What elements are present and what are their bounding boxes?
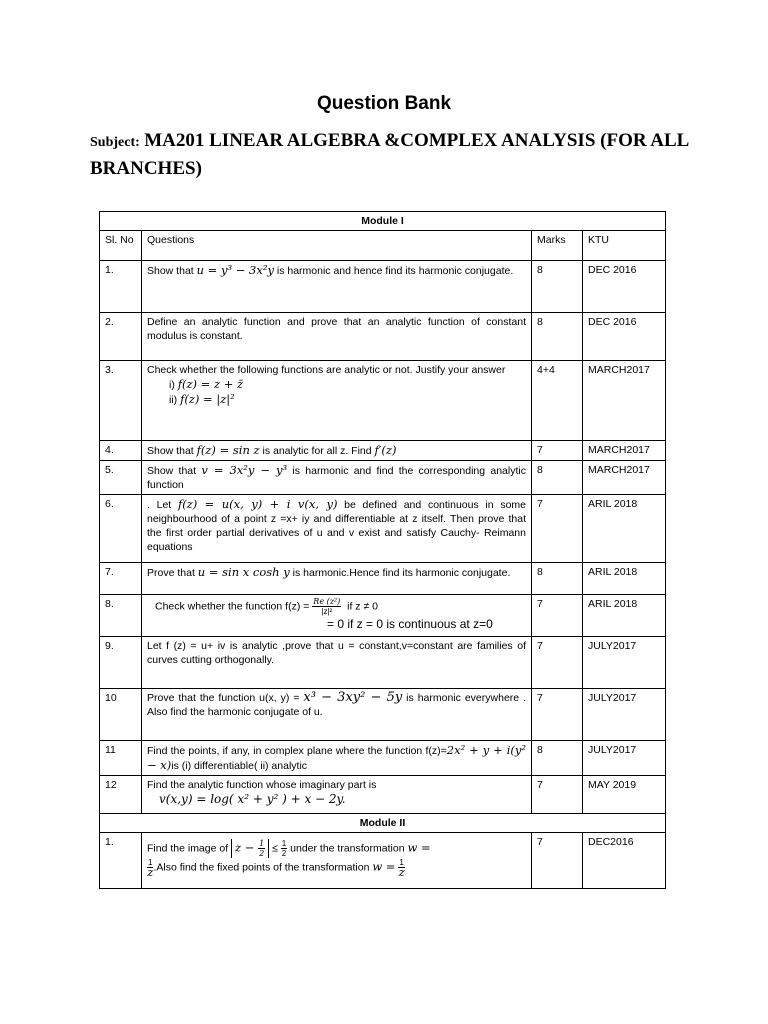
row-marks: 8 bbox=[532, 313, 583, 361]
row-sl: 11 bbox=[100, 741, 142, 776]
row-sl: 9. bbox=[100, 637, 142, 689]
row-ktu: ARIL 2018 bbox=[583, 495, 666, 563]
row-marks: 7 bbox=[532, 495, 583, 563]
subject-line bbox=[90, 128, 690, 183]
row-marks: 8 bbox=[532, 741, 583, 776]
question-text: Show that f(z) = sin z is analytic for all z. Find f′(z) bbox=[142, 441, 532, 461]
table-row bbox=[100, 313, 666, 361]
row-sl: 8. bbox=[100, 595, 142, 637]
row-sl: 10 bbox=[100, 689, 142, 741]
question-text: Check whether the function f(z) = $\frac{\text{Re (z²)}}{\text{|z|²}}$ if z ≠ 0 = 0 if z = 0 is continuous at z=0 bbox=[142, 595, 532, 637]
table-row bbox=[100, 441, 666, 461]
table-row bbox=[100, 637, 666, 689]
table-row bbox=[100, 461, 666, 495]
row-sl: 6. bbox=[100, 495, 142, 563]
question-text: Define an analytic function and prove that an analytic function of constant modulus is constant. bbox=[142, 313, 532, 361]
row-marks: 7 bbox=[532, 595, 583, 637]
row-marks: 8 bbox=[532, 261, 583, 313]
table-row bbox=[100, 689, 666, 741]
question-text: . Let f(z) = u(x, y) + i v(x, y) be defined and continuous in some neighbourhood of a point z =x+ iy and differentiable at z itself. Then prove that the first order partial derivatives of u and v exist and satisfy Cauchy- Reimann equations bbox=[142, 495, 532, 563]
header-marks: Marks bbox=[532, 231, 583, 261]
module-1-heading: Module I bbox=[100, 212, 666, 231]
table-row bbox=[100, 833, 666, 889]
question-text: Check whether the following functions are analytic or not. Justify your answer i) f(z) = z + z̄ ii) f(z) = |z|² bbox=[142, 361, 532, 441]
header-sl: Sl. No bbox=[100, 231, 142, 261]
row-marks: 7 bbox=[532, 776, 583, 814]
header-row bbox=[100, 231, 666, 261]
row-ktu: MAY 2019 bbox=[583, 776, 666, 814]
module-2-heading: Module II bbox=[100, 814, 666, 833]
row-ktu: ARIL 2018 bbox=[583, 563, 666, 595]
row-marks: 7 bbox=[532, 833, 583, 889]
question-text: Show that u = y³ − 3x²y is harmonic and hence find its harmonic conjugate. bbox=[142, 261, 532, 313]
row-ktu: DEC 2016 bbox=[583, 313, 666, 361]
row-ktu: MARCH2017 bbox=[583, 441, 666, 461]
row-sl: 5. bbox=[100, 461, 142, 495]
row-sl: 1. bbox=[100, 261, 142, 313]
table-row bbox=[100, 563, 666, 595]
row-ktu: JULY2017 bbox=[583, 637, 666, 689]
page-title: Question Bank bbox=[316, 93, 452, 114]
row-sl: 4. bbox=[100, 441, 142, 461]
question-text: Find the points, if any, in complex plane where the function f(z)=2x² + y + i(y² − x)is (i) differentiable( ii) analytic bbox=[142, 741, 532, 776]
table-row bbox=[100, 261, 666, 313]
row-sl: 3. bbox=[100, 361, 142, 441]
question-text: Prove that the function u(x, y) = x³ − 3xy² − 5y is harmonic everywhere . Also find the harmonic conjugate of u. bbox=[142, 689, 532, 741]
row-ktu: DEC2016 bbox=[583, 833, 666, 889]
row-sl: 7. bbox=[100, 563, 142, 595]
row-marks: 4+4 bbox=[532, 361, 583, 441]
question-text: Find the analytic function whose imaginary part is v(x,y) = log( x² + y² ) + x − 2y. bbox=[142, 776, 532, 814]
row-sl: 1. bbox=[100, 833, 142, 889]
row-marks: 7 bbox=[532, 441, 583, 461]
row-ktu: ARIL 2018 bbox=[583, 595, 666, 637]
table-row bbox=[100, 495, 666, 563]
table-row bbox=[100, 741, 666, 776]
header-ktu: KTU bbox=[583, 231, 666, 261]
row-marks: 8 bbox=[532, 563, 583, 595]
row-ktu: JULY2017 bbox=[583, 689, 666, 741]
header-questions: Questions bbox=[142, 231, 532, 261]
row-ktu: JULY2017 bbox=[583, 741, 666, 776]
question-text: Show that v = 3x²y − y³ is harmonic and find the corresponding analytic function bbox=[142, 461, 532, 495]
row-marks: 7 bbox=[532, 637, 583, 689]
table-row bbox=[100, 595, 666, 637]
table-row bbox=[100, 361, 666, 441]
row-ktu: DEC 2016 bbox=[583, 261, 666, 313]
table-row bbox=[100, 776, 666, 814]
subject-label: Subject: bbox=[90, 135, 140, 150]
question-text: Find the image of z − $\frac{1}{2}$ ≤ $\frac{1}{2}$ under the transformation w = $\frac{1}{z}$ .Also find the fixed points of the transformation w = $\frac{1}{z}$ bbox=[142, 833, 532, 889]
row-sl: 2. bbox=[100, 313, 142, 361]
question-text: Let f (z) = u+ iv is analytic ,prove that u = constant,v=constant are families of curves cutting orthogonally. bbox=[142, 637, 532, 689]
row-marks: 8 bbox=[532, 461, 583, 495]
subject-value: MA201 LINEAR ALGEBRA &COMPLEX ANALYSIS (FOR ALL BRANCHES) bbox=[90, 130, 689, 179]
row-ktu: MARCH2017 bbox=[583, 361, 666, 441]
question-table bbox=[99, 211, 666, 889]
row-sl: 12 bbox=[100, 776, 142, 814]
row-marks: 7 bbox=[532, 689, 583, 741]
question-text: Prove that u = sin x cosh y is harmonic.Hence find its harmonic conjugate. bbox=[142, 563, 532, 595]
row-ktu: MARCH2017 bbox=[583, 461, 666, 495]
